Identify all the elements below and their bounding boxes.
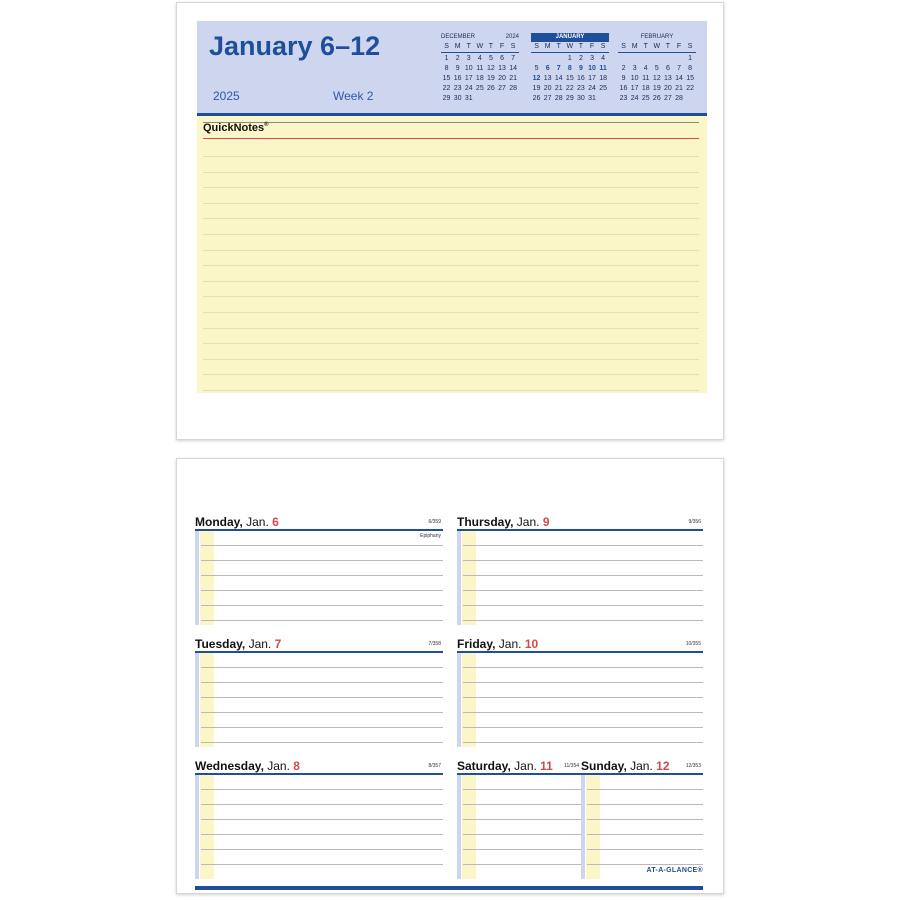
mini-calendar-day: 25 <box>475 85 484 92</box>
mini-calendar-day <box>651 54 662 64</box>
mini-calendar-day: 23 <box>619 95 628 102</box>
quicknotes-line <box>203 359 699 360</box>
brand-logo: AT-A-GLANCE® <box>646 867 703 874</box>
quicknotes-red-rule <box>203 138 699 139</box>
mini-calendar-day <box>673 54 684 64</box>
mini-calendar-day: 9 <box>621 75 626 82</box>
weekday-letter: F <box>589 43 595 50</box>
day-month: Jan. <box>267 759 290 773</box>
mini-calendar-day <box>662 54 673 64</box>
mini-calendar-day: 3 <box>590 55 594 62</box>
week-header-band <box>197 21 707 113</box>
holiday-label: Epiphany <box>420 533 441 539</box>
mini-calendar-day: 5 <box>534 65 539 72</box>
weekday-letter: S <box>600 43 606 50</box>
day-writing-line <box>463 804 581 805</box>
mini-calendar-day: 22 <box>565 85 574 92</box>
mini-calendar-week <box>618 84 696 94</box>
day-writing-line <box>463 560 703 561</box>
weekday-letter: S <box>534 43 539 50</box>
weekday-letter: T <box>556 43 561 50</box>
day-writing-line <box>587 789 703 790</box>
quicknotes-line <box>203 312 699 313</box>
day-writing-line <box>201 560 443 561</box>
mini-calendar-day: 15 <box>442 75 451 82</box>
mini-calendar-day: 2 <box>578 55 583 62</box>
mini-calendar-day: 11 <box>599 65 607 72</box>
day-weekday: Saturday <box>457 759 508 773</box>
day-writing-line <box>201 682 443 683</box>
day-friday[interactable] <box>457 637 703 747</box>
mini-calendar-day: 16 <box>619 85 628 92</box>
day-writing-line <box>201 697 443 698</box>
weekday-letter: F <box>676 43 682 50</box>
day-writing-line <box>201 742 443 743</box>
day-date: 11 <box>540 759 553 773</box>
mini-calendar-day: 13 <box>498 65 506 72</box>
day-writing-line <box>463 620 703 621</box>
day-of-year-count: 10/355 <box>685 641 701 647</box>
mini-calendar-day: 10 <box>588 65 596 72</box>
mini-calendar-day: 17 <box>630 85 639 92</box>
mini-calendar-day <box>531 54 542 64</box>
mini-calendar-day: 8 <box>688 65 693 72</box>
mini-calendar-week <box>531 64 609 74</box>
mini-calendar-week <box>531 94 609 104</box>
mini-calendar-week <box>618 64 696 74</box>
quicknotes-line <box>203 374 699 375</box>
mini-calendar-february <box>618 33 696 104</box>
day-writing-line <box>201 667 443 668</box>
mini-calendar-weekdays <box>441 42 519 53</box>
mini-calendar-day: 28 <box>509 85 517 92</box>
quicknotes-line <box>203 281 699 282</box>
mini-calendar-day: 12 <box>487 65 495 72</box>
weekday-letter: T <box>578 43 584 50</box>
day-title: Wednesday, Jan. 8 <box>195 759 300 773</box>
mini-calendar-day: 25 <box>599 85 607 92</box>
mini-calendar-day: 15 <box>565 75 574 82</box>
mini-calendar-day: 15 <box>686 75 694 82</box>
day-writing-line <box>587 819 703 820</box>
weekday-letter: T <box>665 43 671 50</box>
day-writing-line <box>201 789 443 790</box>
mini-calendar-day: 13 <box>664 75 672 82</box>
mini-calendar-day: 18 <box>641 85 650 92</box>
day-title: Sunday, Jan. 12 <box>581 759 670 773</box>
mini-calendar-day: 7 <box>556 65 561 72</box>
quicknotes-label: QuickNotes® <box>203 122 269 134</box>
mini-calendar-day: 28 <box>675 95 683 102</box>
mini-calendar-day: 30 <box>453 95 462 102</box>
blue-margin-strip <box>195 775 199 879</box>
quicknotes-line <box>203 390 699 391</box>
day-month: Jan. <box>514 759 537 773</box>
mini-calendar-day: 16 <box>577 75 585 82</box>
quicknotes-line <box>203 328 699 329</box>
day-writing-line <box>463 590 703 591</box>
weekday-letter: W <box>653 43 661 50</box>
day-of-year-count: 6/359 <box>428 519 441 525</box>
week-year: 2025 <box>213 89 240 103</box>
weekday-letter: F <box>499 43 505 50</box>
mini-calendar-day: 11 <box>642 75 650 82</box>
quicknotes-line <box>203 187 699 188</box>
mini-calendar-day: 6 <box>665 65 670 72</box>
quicknotes-top-rule <box>203 122 699 123</box>
weekday-letter: S <box>444 43 449 50</box>
mini-calendar-day: 2 <box>455 55 460 62</box>
mini-calendar-week <box>618 74 696 84</box>
day-writing-line <box>463 712 703 713</box>
mini-calendar-day: 1 <box>688 55 693 62</box>
day-of-year-count: 11/354 <box>564 763 579 769</box>
day-writing-line <box>463 682 703 683</box>
mini-calendar-day: 3 <box>632 65 637 72</box>
mini-calendar-day: 30 <box>577 95 585 102</box>
mini-calendar-day: 2 <box>621 65 626 72</box>
day-writing-line <box>201 849 443 850</box>
day-writing-line <box>463 727 703 728</box>
day-writing-line <box>201 545 443 546</box>
mini-calendar-day: 31 <box>464 95 473 102</box>
blue-margin-strip <box>195 653 199 747</box>
day-writing-line <box>201 575 443 576</box>
day-weekday: Thursday <box>457 515 511 529</box>
mini-calendar-year: 2024 <box>505 34 519 40</box>
mini-calendar-day <box>629 54 640 64</box>
quicknotes-line <box>203 234 699 235</box>
mini-calendar-month: JANUARY <box>555 34 585 40</box>
day-writing-line <box>463 819 581 820</box>
blue-margin-strip <box>195 531 199 625</box>
mini-calendar-month: FEBRUARY <box>640 34 674 40</box>
day-writing-line <box>463 834 581 835</box>
mini-calendar-day <box>542 54 553 64</box>
daily-planner-page <box>176 458 724 894</box>
day-saturday[interactable] <box>457 759 581 879</box>
mini-calendar-week <box>441 94 519 104</box>
day-date: 9 <box>542 515 550 529</box>
day-writing-line <box>587 849 703 850</box>
day-writing-line <box>201 864 443 865</box>
mini-calendar-day: 1 <box>444 55 449 62</box>
weekday-letter: W <box>476 43 484 50</box>
day-writing-line <box>463 697 703 698</box>
mini-calendar-day <box>508 94 519 104</box>
mini-calendar-day: 24 <box>630 95 639 102</box>
mini-calendar-day: 14 <box>554 75 563 82</box>
mini-calendar-day: 10 <box>630 75 639 82</box>
mini-calendar-day: 13 <box>543 75 552 82</box>
mini-calendar-day: 20 <box>543 85 552 92</box>
mini-calendar-day: 5 <box>488 55 493 62</box>
day-header <box>195 515 443 531</box>
mini-calendar-day: 7 <box>511 55 516 62</box>
day-date: 10 <box>524 637 539 651</box>
mini-calendar-day: 9 <box>578 65 583 72</box>
day-weekday: Friday <box>457 637 493 651</box>
day-date: 6 <box>272 515 279 529</box>
mini-calendar-day: 22 <box>442 85 451 92</box>
day-writing-line <box>201 620 443 621</box>
mini-calendar-day: 23 <box>577 85 585 92</box>
mini-calendar-day <box>553 54 564 64</box>
weekday-letter: M <box>544 43 551 50</box>
day-weekday: Monday <box>195 515 240 529</box>
day-of-year-count: 8/357 <box>428 763 441 769</box>
mini-calendar-day <box>618 54 629 64</box>
day-month: Jan. <box>246 515 269 529</box>
mini-calendar-week <box>531 74 609 84</box>
day-header <box>195 759 443 775</box>
day-writing-line <box>201 712 443 713</box>
weekday-letter: M <box>454 43 461 50</box>
mini-calendar-december <box>441 33 519 104</box>
day-writing-line <box>587 804 703 805</box>
day-month: Jan. <box>516 515 540 529</box>
mini-calendar-day: 25 <box>641 95 650 102</box>
mini-calendar-day: 6 <box>500 55 504 62</box>
mini-calendar-day: 31 <box>588 95 596 102</box>
day-writing-line <box>201 727 443 728</box>
mini-calendar-week <box>441 84 519 94</box>
mini-calendar-day: 21 <box>509 75 517 82</box>
mini-calendar-day: 29 <box>442 95 451 102</box>
mini-calendar-day: 19 <box>532 85 541 92</box>
blue-margin-strip <box>457 653 461 747</box>
day-weekday: Sunday <box>581 759 624 773</box>
mini-calendar-day: 19 <box>652 85 661 92</box>
mini-calendar-day: 5 <box>654 65 659 72</box>
mini-calendar-day: 12 <box>652 75 661 82</box>
mini-calendar-day: 23 <box>453 85 462 92</box>
day-writing-line <box>201 804 443 805</box>
day-header <box>195 637 443 653</box>
mini-calendar-day: 20 <box>664 85 672 92</box>
mini-calendar-day: 26 <box>652 95 661 102</box>
day-writing-line <box>463 667 703 668</box>
mini-calendar-day: 14 <box>675 75 683 82</box>
weekly-overview-page <box>176 2 724 440</box>
day-header <box>457 637 703 653</box>
mini-calendar-day: 29 <box>565 95 574 102</box>
mini-calendar-day: 27 <box>498 85 506 92</box>
day-writing-line <box>201 605 443 606</box>
day-writing-line <box>201 819 443 820</box>
day-title: Monday, Jan. 6 <box>195 515 279 529</box>
mini-calendar-week <box>441 74 519 84</box>
day-month: Jan. <box>630 759 653 773</box>
mini-calendar-month: DECEMBER <box>441 34 476 40</box>
mini-calendar-day <box>685 94 696 104</box>
mini-calendar-day: 27 <box>543 95 552 102</box>
mini-calendar-week <box>441 64 519 74</box>
blue-margin-strip <box>581 775 585 879</box>
day-weekday: Wednesday <box>195 759 261 773</box>
day-of-year-count: 7/358 <box>428 641 441 647</box>
mini-calendar-header <box>441 33 519 42</box>
mini-calendar-day <box>598 94 609 104</box>
day-header <box>457 515 703 531</box>
day-writing-line <box>463 742 703 743</box>
day-writing-line <box>463 575 703 576</box>
weekday-letter: W <box>566 43 574 50</box>
week-number: Week 2 <box>333 89 374 103</box>
day-title: Thursday, Jan. 9 <box>457 515 550 529</box>
day-wednesday[interactable] <box>195 759 443 879</box>
mini-calendar-day: 8 <box>444 65 449 72</box>
day-of-year-count: 12/353 <box>685 763 701 769</box>
mini-calendar-day: 11 <box>476 65 484 72</box>
weekday-letter: T <box>466 43 471 50</box>
mini-calendar-day: 26 <box>487 85 495 92</box>
mini-calendar-day: 21 <box>554 85 563 92</box>
quicknotes-line <box>203 265 699 266</box>
weekday-letter: S <box>621 43 626 50</box>
day-writing-line <box>201 590 443 591</box>
day-header <box>457 759 581 775</box>
mini-calendar-day: 17 <box>588 75 596 82</box>
mini-calendar-day: 4 <box>643 65 648 72</box>
mini-calendar-day: 22 <box>686 85 694 92</box>
day-thursday[interactable] <box>457 515 703 625</box>
weekday-letter: T <box>488 43 494 50</box>
quicknotes-line <box>203 156 699 157</box>
day-header <box>581 759 703 775</box>
mini-calendar-day: 10 <box>464 65 473 72</box>
mini-calendar-day: 19 <box>487 75 495 82</box>
quicknotes-line <box>203 172 699 173</box>
mini-calendar-day: 12 <box>532 75 541 82</box>
week-title: January 6–12 <box>209 31 381 61</box>
weekday-letter: S <box>510 43 516 50</box>
day-of-year-count: 9/356 <box>688 519 701 525</box>
day-title: Friday, Jan. 10 <box>457 637 539 651</box>
day-writing-line <box>463 849 581 850</box>
quicknotes-line <box>203 250 699 251</box>
day-month: Jan. <box>248 637 272 651</box>
quicknotes-area[interactable] <box>197 116 707 393</box>
mini-calendar-january <box>531 33 609 104</box>
day-writing-line <box>587 834 703 835</box>
day-monday[interactable] <box>195 515 443 625</box>
mini-calendar-day <box>474 94 485 104</box>
mini-calendar-day: 4 <box>477 55 482 62</box>
mini-calendar-day: 17 <box>464 75 473 82</box>
mini-calendar-weekdays <box>618 42 696 53</box>
mini-calendar-day: 16 <box>453 75 462 82</box>
mini-calendar-day: 3 <box>466 55 471 62</box>
mini-calendar-day: 9 <box>455 65 460 72</box>
day-title: Tuesday, Jan. 7 <box>195 637 282 651</box>
day-writing-line <box>463 864 581 865</box>
quicknotes-line <box>203 343 699 344</box>
weekday-letter: M <box>631 43 638 50</box>
day-date: 8 <box>293 759 300 773</box>
day-writing-line <box>201 834 443 835</box>
weekday-letter: T <box>643 43 648 50</box>
mini-calendar-week <box>531 54 609 64</box>
mini-calendar-day: 20 <box>498 75 506 82</box>
blue-margin-strip <box>457 775 461 879</box>
quicknotes-line <box>203 203 699 204</box>
day-month: Jan. <box>498 637 522 651</box>
mini-calendar-day: 18 <box>475 75 484 82</box>
day-weekday: Tuesday <box>195 637 242 651</box>
mini-calendar-week <box>531 84 609 94</box>
mini-calendar-day: 27 <box>664 95 672 102</box>
day-tuesday[interactable] <box>195 637 443 747</box>
day-writing-line <box>463 545 703 546</box>
day-date: 7 <box>274 637 282 651</box>
quicknotes-line <box>203 218 699 219</box>
day-date: 12 <box>656 759 670 773</box>
mini-calendar-day: 24 <box>588 85 596 92</box>
day-title: Saturday, Jan. 11 <box>457 759 553 773</box>
mini-calendar-week <box>618 94 696 104</box>
day-writing-line <box>587 864 703 865</box>
mini-calendar-weekdays <box>531 42 609 53</box>
mini-calendar-week <box>618 54 696 64</box>
blue-margin-strip <box>457 531 461 625</box>
mini-calendar-day <box>640 54 651 64</box>
mini-calendar-day: 4 <box>601 55 606 62</box>
mini-calendar-day: 6 <box>545 65 550 72</box>
mini-calendar-day: 1 <box>567 55 572 62</box>
mini-calendar-day: 26 <box>532 95 541 102</box>
mini-calendar-header <box>618 33 696 42</box>
day-writing-line <box>463 789 581 790</box>
mini-calendar-day <box>485 94 496 104</box>
mini-calendar-day: 24 <box>464 85 473 92</box>
page-bottom-rule <box>195 886 703 890</box>
quicknotes-line <box>203 296 699 297</box>
mini-calendar-day: 18 <box>599 75 607 82</box>
mini-calendar-day: 28 <box>554 95 563 102</box>
weekday-letter: S <box>687 43 693 50</box>
mini-calendar-day <box>496 94 507 104</box>
mini-calendar-day: 7 <box>677 65 681 72</box>
mini-calendar-day: 14 <box>509 65 517 72</box>
mini-calendar-week <box>441 54 519 64</box>
mini-calendar-day: 8 <box>567 65 572 72</box>
day-sunday[interactable] <box>581 759 703 879</box>
day-writing-line <box>463 605 703 606</box>
mini-calendar-header <box>531 33 609 42</box>
mini-calendar-day: 21 <box>675 85 683 92</box>
